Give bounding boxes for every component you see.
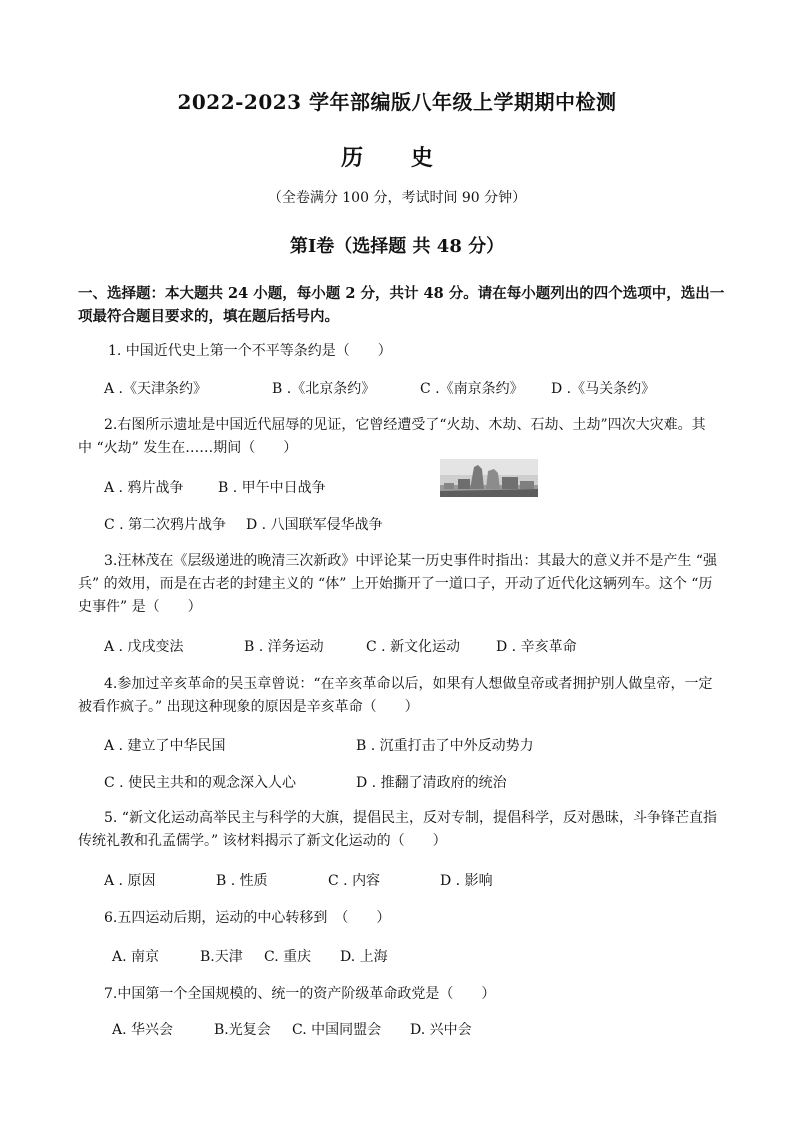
- question-6-option-d: D. 上海: [340, 949, 388, 965]
- exam-note: （全卷满分 100 分，考试时间 90 分钟）: [267, 190, 527, 206]
- question-2-option-a: A . 鸦片战争: [104, 480, 184, 496]
- question-6-stem: 6.五四运动后期，运动的中心转移到 （ ）: [104, 910, 391, 926]
- question-1-option-c: C .《南京条约》: [420, 381, 524, 397]
- question-2-stem-line-1: 2.右图所示遗址是中国近代屈辱的见证，它曾经遭受了“火劫、木劫、石劫、土劫”四次大灾难。其: [104, 417, 706, 433]
- question-6-option-b: B.天津: [200, 949, 243, 965]
- question-6-option-a: A. 南京: [112, 949, 160, 965]
- question-1-option-a: A .《天津条约》: [104, 381, 208, 397]
- question-5-option-d: D . 影响: [440, 873, 493, 889]
- question-4-option-b: B . 沉重打击了中外反动势力: [356, 738, 534, 754]
- question-1-option-b: B .《北京条约》: [272, 381, 376, 397]
- question-2-option-c: C . 第二次鸦片战争: [104, 517, 227, 533]
- question-2-option-d: D . 八国联军侵华战争: [246, 517, 383, 533]
- question-3-option-a: A . 戊戌变法: [104, 639, 184, 655]
- question-3-option-b: B . 洋务运动: [244, 639, 324, 655]
- question-5-option-c: C . 内容: [328, 873, 381, 889]
- ruins-photo: [440, 459, 538, 497]
- question-4-option-a: A . 建立了中华民国: [104, 738, 226, 754]
- question-3-stem-line-2: 兵” 的效用，而是在古老的封建主义的 “体” 上开始撕开了一道口子，开动了近代化这辆列车。这个 “历: [78, 576, 713, 592]
- exam-title: 2022-2023 学年部编版八年级上学期期中检测: [177, 90, 617, 114]
- section-instruction: 一、选择题：本大题共 24 小题，每小题 2 分，共计 48 分。请在每小题列出的四个选项中，选出一项最符合题目要求的，填在题后括号内。: [78, 285, 725, 325]
- question-5-stem-line-2: 传统礼教和孔孟儒学。” 该材料揭示了新文化运动的（ ）: [78, 833, 447, 849]
- question-7-option-b: B.光复会: [214, 1022, 271, 1038]
- question-3-stem-line-3: 史事件” 是（ ）: [78, 599, 202, 615]
- question-6-option-c: C. 重庆: [264, 949, 312, 965]
- question-2-stem-line-2: 中 “火劫” 发生在……期间（ ）: [78, 440, 298, 456]
- question-7-option-c: C. 中国同盟会: [292, 1022, 382, 1038]
- question-5-option-b: B . 性质: [216, 873, 268, 889]
- volume-heading: 第Ⅰ卷（选择题 共 48 分）: [289, 236, 505, 257]
- question-5-option-a: A . 原因: [104, 873, 156, 889]
- question-7-option-d: D. 兴中会: [410, 1022, 472, 1038]
- question-2-option-b: B . 甲午中日战争: [218, 480, 326, 496]
- question-1-option-d: D .《马关条约》: [551, 381, 656, 397]
- question-7-stem: 7.中国第一个全国规模的、统一的资产阶级革命政党是（ ）: [104, 986, 496, 1002]
- question-3-option-c: C . 新文化运动: [366, 639, 461, 655]
- question-7-option-a: A. 华兴会: [112, 1022, 174, 1038]
- question-3-stem-line-1: 3.汪林茂在《层级递进的晚清三次新政》中评论某一历史事件时指出：其最大的意义并不是产生 “强: [104, 553, 717, 569]
- question-4-option-d: D . 推翻了清政府的统治: [356, 775, 507, 791]
- question-4-option-c: C . 使民主共和的观念深入人心: [104, 775, 297, 791]
- question-4-stem-line-2: 被看作疯子。” 出现这种现象的原因是辛亥革命（ ）: [78, 699, 419, 715]
- question-1-stem: 1. 中国近代史上第一个不平等条约是（ ）: [108, 343, 392, 359]
- question-5-stem-line-1: 5. “新文化运动高举民主与科学的大旗，提倡民主，反对专制，提倡科学，反对愚昧，斗争锋芒直指: [104, 810, 717, 826]
- subject-title: 历 史: [341, 145, 453, 171]
- question-3-option-d: D . 辛亥革命: [496, 639, 577, 655]
- question-4-stem-line-1: 4.参加过辛亥革命的吴玉章曾说：“在辛亥革命以后，如果有人想做皇帝或者拥护别人做皇帝，一定: [104, 676, 713, 692]
